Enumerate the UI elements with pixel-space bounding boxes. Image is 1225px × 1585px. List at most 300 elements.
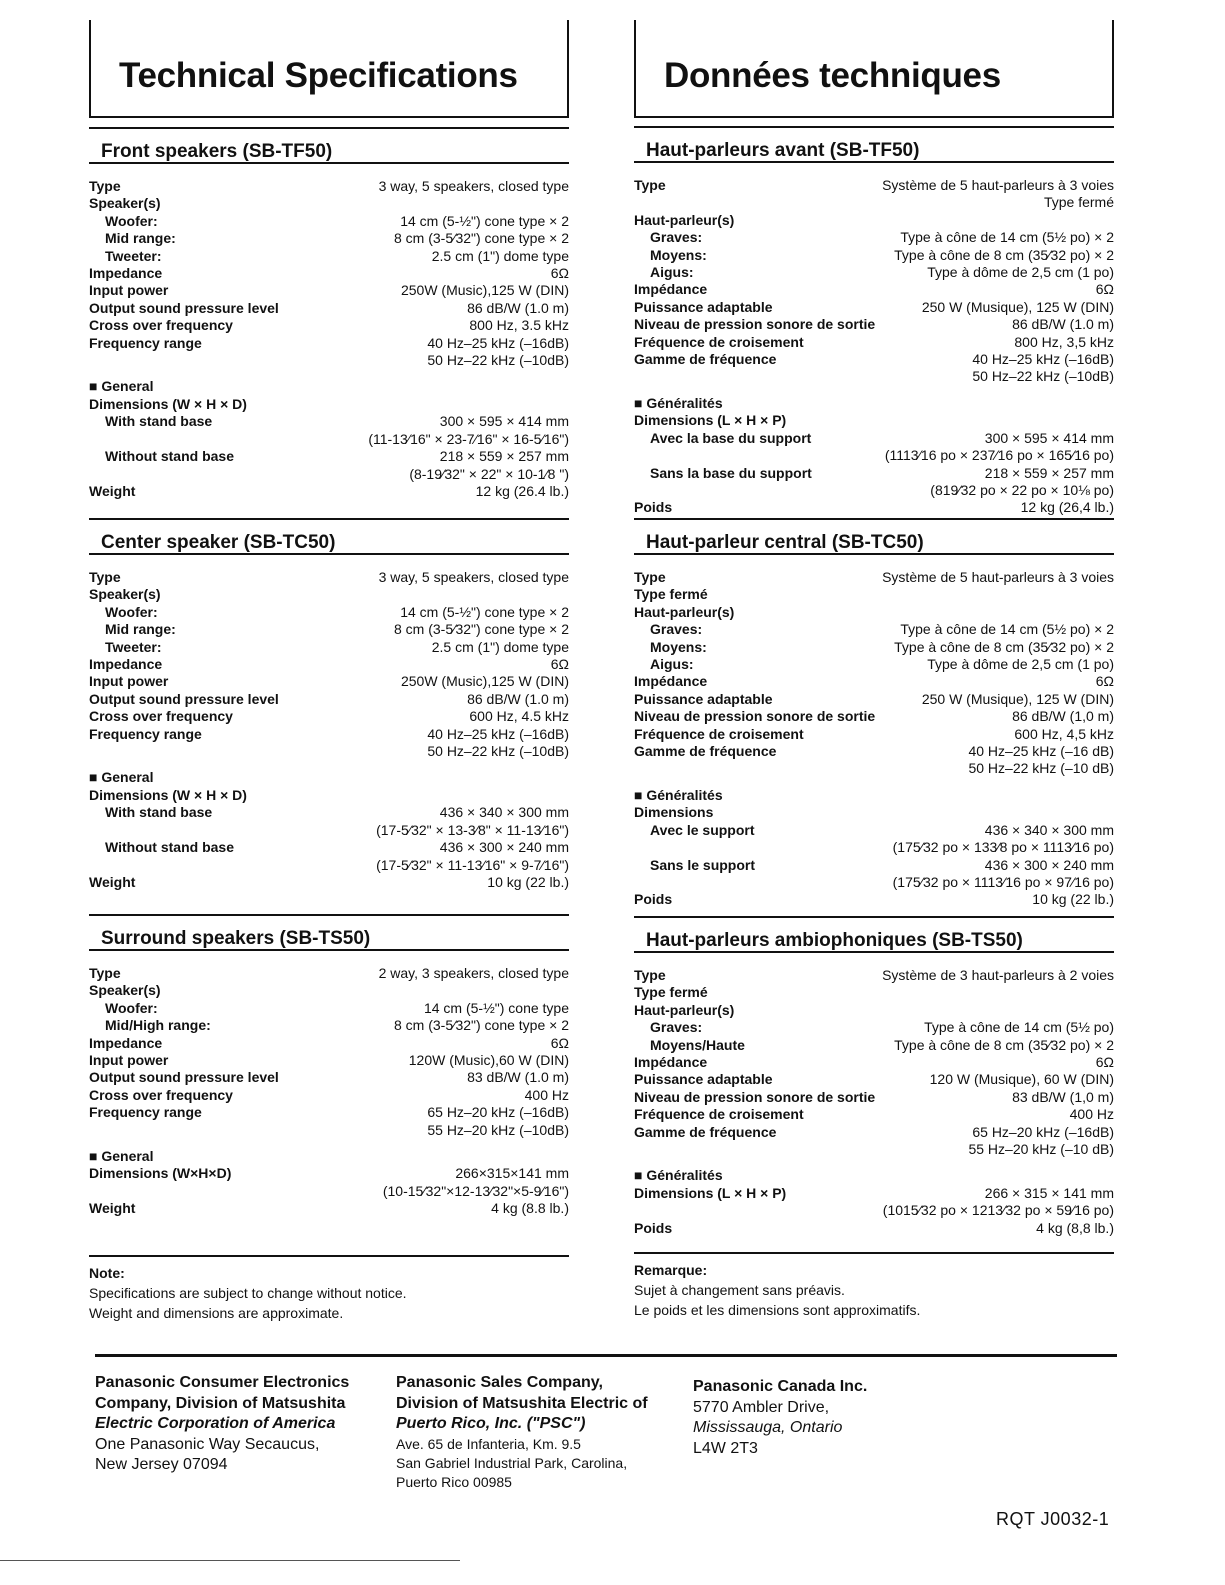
address-line: Puerto Rico 00985 [396,1473,512,1490]
spec-label: Speaker(s) [89,586,161,603]
spec-value: 10 kg (22 lb.) [487,873,569,890]
spec-row [89,965,569,982]
note-block [634,1252,1114,1320]
spec-value: 14 cm (5-½") cone type × 2 [400,603,569,620]
spec-row [89,213,569,230]
spec-value: 120 W (Musique), 60 W (DIN) [929,1071,1114,1088]
spec-row [634,569,1114,586]
spec-value: 2 way, 3 speakers, closed type [378,965,569,981]
spec-value: 3 way, 5 speakers, closed type [378,569,569,585]
spec-row [634,891,1114,908]
address-line: One Panasonic Way Secaucus, [95,1435,320,1453]
spec-value: 800 Hz, 3,5 kHz [1014,333,1114,350]
spec-row [89,708,569,725]
spec-section [89,914,569,1218]
spec-value: 14 cm (5-½") cone type × 2 [400,212,569,229]
spec-row [89,822,569,839]
spec-row [89,248,569,265]
spec-row [89,1017,569,1034]
spec-label: Type [634,967,666,983]
spec-row [634,247,1114,264]
spec-row [634,1106,1114,1123]
spec-label: Mid range: [105,621,176,638]
spec-label: Mid range: [105,230,176,247]
spec-label: Poids [634,891,673,908]
spec-label: Avec la base du support [650,429,812,446]
spec-value: (11-13⁄16" × 23-7⁄16" × 16-5⁄16") [368,430,569,447]
spec-section [634,126,1114,517]
spec-value: Type à dôme de 2,5 cm (1 po) [927,264,1114,281]
spec-label: ■ Généralités [634,394,723,411]
spec-row [634,787,1114,804]
spec-row [89,569,569,586]
spec-label: Sans le support [650,856,756,873]
spec-row [634,839,1114,856]
spec-value: 86 dB/W (1.0 m) [1012,316,1114,333]
spec-row [634,229,1114,246]
spec-row [89,1087,569,1104]
spec-row [634,1202,1114,1219]
spec-row [634,264,1114,281]
spec-label: Frequency range [89,334,202,351]
spec-row [89,604,569,621]
spec-label: Avec le support [650,821,755,838]
section-heading-text: Front speakers (SB-TF50) [101,141,333,162]
company-name: Panasonic Consumer Electronics [95,1374,350,1391]
note-line: Sujet à changement sans préavis. [634,1282,845,1298]
spec-value: Type à cône de 14 cm (5½ po) × 2 [900,621,1114,638]
spec-row [634,351,1114,368]
spec-value: 600 Hz, 4,5 kHz [1014,725,1114,742]
spec-value: 8 cm (3-5⁄32") cone type × 2 [393,621,569,638]
spec-label: Input power [89,282,169,299]
spec-section [89,518,569,891]
spec-row [89,1200,569,1217]
spec-row [89,621,569,638]
page-title: Technical Specifications [119,56,518,95]
spec-label: Gamme de fréquence [634,1123,777,1140]
spec-row [89,1148,569,1165]
spec-row [89,1069,569,1086]
spec-row [634,639,1114,656]
spec-label: Fréquence de croisement [634,725,804,742]
company-name: Electric Corporation of America [95,1415,336,1432]
spec-value: Système de 3 haut-parleurs à 2 voies [882,967,1114,983]
spec-value: 12 kg (26,4 lb.) [1020,499,1114,516]
spec-row [634,1037,1114,1054]
spec-row [89,466,569,483]
spec-value: 40 Hz–25 kHz (–16 dB) [968,743,1114,760]
spec-label: Moyens: [650,246,707,263]
spec-value: (175⁄32 po × 1113⁄16 po × 97⁄16 po) [892,873,1114,890]
spec-row [89,378,569,395]
spec-row [634,281,1114,298]
section-heading-text: Center speaker (SB-TC50) [101,532,336,553]
spec-row [634,691,1114,708]
section-heading [634,126,1114,163]
spec-row [89,656,569,673]
spec-value: 6Ω [550,656,569,673]
spec-label: Type [634,177,666,193]
spec-row [89,195,569,212]
spec-value: 10 kg (22 lb.) [1032,891,1114,908]
spec-value: 218 × 559 × 257 mm [439,448,569,465]
spec-label: Impédance [634,673,708,690]
spec-row [89,448,569,465]
spec-row [634,708,1114,725]
section-heading-text: Surround speakers (SB-TS50) [101,928,371,949]
spec-row [89,1000,569,1017]
spec-row [89,982,569,999]
spec-row [89,839,569,856]
title-box [89,20,569,118]
spec-value: 436 × 300 × 240 mm [984,856,1114,873]
spec-label: Aigus: [650,264,694,281]
spec-label: Aigus: [650,656,694,673]
spec-label: Haut-parleur(s) [634,1001,735,1018]
spec-label: Impédance [634,1054,708,1071]
spec-row [634,482,1114,499]
spec-label: Type [89,178,121,194]
spec-value: 2.5 cm (1") dome type [431,638,569,655]
spec-value: Système de 5 haut-parleurs à 3 voies [882,569,1114,585]
spec-value: Type à cône de 14 cm (5½ po) × 2 [900,229,1114,246]
spec-row [634,1002,1114,1019]
spec-label: Cross over frequency [89,1086,233,1103]
spec-row [634,412,1114,429]
section-heading [89,127,569,164]
spec-value: 8 cm (3-5⁄32") cone type × 2 [393,230,569,247]
spec-row [89,265,569,282]
spec-value: 40 Hz–25 kHz (–16dB) [427,334,569,351]
spec-row [89,804,569,821]
english-column [89,20,569,1321]
spec-label: Niveau de pression sonore de sortie [634,316,876,333]
spec-label: Niveau de pression sonore de sortie [634,708,876,725]
spec-section [634,916,1114,1237]
spec-section [89,127,569,500]
spec-label: ■ General [89,769,154,786]
spec-label: Puissance adaptable [634,690,773,707]
spec-value: 6Ω [1095,673,1114,690]
spec-row [634,586,1114,603]
spec-value: 86 dB/W (1.0 m) [467,690,569,707]
spec-value: 6Ω [550,265,569,282]
spec-label: Woofer: [105,999,158,1016]
spec-row [634,499,1114,516]
spec-value: 86 dB/W (1.0 m) [467,299,569,316]
spec-value: 266 × 315 × 141 mm [984,1184,1114,1201]
document-code: RQT J0032-1 [996,1509,1110,1529]
note-title: Note: [89,1265,125,1281]
spec-row [89,413,569,430]
spec-value: 436 × 340 × 300 mm [439,804,569,821]
spec-value: 8 cm (3-5⁄32") cone type × 2 [393,1017,569,1034]
spec-row [89,691,569,708]
spec-label: Input power [89,1052,169,1069]
spec-label: ■ Généralités [634,1167,723,1184]
spec-value: 436 × 340 × 300 mm [984,821,1114,838]
spec-row [89,673,569,690]
page-title: Données techniques [664,56,1001,95]
spec-value: Type à cône de 8 cm (35⁄32 po) × 2 [894,246,1114,263]
address-line: L4W 2T3 [693,1439,758,1457]
spec-row [634,1124,1114,1141]
spec-label: Dimensions (L × H × P) [634,412,787,429]
spec-section [634,518,1114,909]
section-heading [89,518,569,555]
note-line: Le poids et les dimensions sont approximatifs. [634,1302,921,1318]
spec-label: Woofer: [105,212,158,229]
spec-value: (819⁄32 po × 22 po × 10⅛ po) [930,481,1114,498]
spec-row [634,874,1114,891]
spec-label: Dimensions (W × H × D) [89,786,247,803]
address-line: Ave. 65 de Infanteria, Km. 9.5 [396,1435,581,1452]
spec-label: Dimensions (L × H × P) [634,1184,787,1201]
spec-label: Frequency range [89,1104,202,1121]
spec-value: 218 × 559 × 257 mm [984,464,1114,481]
spec-value: 600 Hz, 4.5 kHz [469,708,569,725]
spec-value: 4 kg (8,8 lb.) [1036,1219,1114,1236]
note-block [89,1255,569,1323]
spec-row [634,1071,1114,1088]
spec-row [89,1035,569,1052]
spec-value: 50 Hz–22 kHz (–10dB) [427,743,569,760]
spec-value: 250 W (Musique), 125 W (DIN) [921,298,1114,315]
spec-label: Woofer: [105,603,158,620]
spec-value: 400 Hz [1069,1106,1114,1123]
section-heading [634,518,1114,555]
spec-label: Output sound pressure level [89,1069,279,1086]
spec-label: With stand base [105,413,213,430]
spec-value: (1015⁄32 po × 1213⁄32 po × 59⁄16 po) [882,1202,1114,1219]
section-heading [89,914,569,951]
spec-label: Impédance [634,281,708,298]
spec-value: 14 cm (5-½") cone type [423,999,569,1016]
spec-label: Mid/High range: [105,1017,211,1034]
spec-label: Impedance [89,1034,163,1051]
spec-row [89,769,569,786]
spec-row [634,967,1114,984]
spec-label: Tweeter: [105,247,162,264]
address-line: San Gabriel Industrial Park, Carolina, [396,1454,628,1471]
spec-row [89,1165,569,1182]
spec-row [634,334,1114,351]
spec-label: Gamme de fréquence [634,351,777,368]
company-name: Panasonic Sales Company, [396,1374,603,1391]
spec-label: Gamme de fréquence [634,743,777,760]
spec-row [89,230,569,247]
spec-row [89,282,569,299]
spec-value: 6Ω [1095,281,1114,298]
spec-label: Type [89,569,121,585]
spec-row [89,874,569,891]
address-usa [95,1373,349,1476]
spec-row [89,396,569,413]
spec-label: Graves: [650,1019,703,1036]
company-name: Division of Matsushita Electric of [396,1394,648,1412]
spec-row [634,726,1114,743]
spec-value: 436 × 300 × 240 mm [439,839,569,856]
spec-rows [89,178,569,500]
spec-value: 6Ω [1095,1054,1114,1071]
spec-label: Output sound pressure level [89,299,279,316]
spec-label: Fréquence de croisement [634,1106,804,1123]
spec-label: Cross over frequency [89,317,233,334]
spec-rows [89,965,569,1218]
spec-row [634,395,1114,412]
spec-label: Tweeter: [105,638,162,655]
note-line: Specifications are subject to change without notice. [89,1285,407,1301]
spec-row [634,760,1114,777]
spec-value: Type fermé [1043,194,1114,211]
spec-value: 3 way, 5 speakers, closed type [378,178,569,194]
title-box [634,20,1114,118]
spec-value: Type à cône de 14 cm (5½ po) [924,1019,1114,1036]
french-column [634,20,1114,1318]
spec-row [89,483,569,500]
spec-row [89,639,569,656]
spec-value: Type à cône de 8 cm (35⁄32 po) × 2 [894,638,1114,655]
spec-value: 40 Hz–25 kHz (–16dB) [972,351,1114,368]
spec-label: Poids [634,499,673,516]
spec-label: Weight [89,873,136,890]
spec-label: Speaker(s) [89,195,161,212]
spec-row [634,857,1114,874]
spec-row [89,1104,569,1121]
spec-value: 83 dB/W (1.0 m) [467,1069,569,1086]
spec-label: Puissance adaptable [634,298,773,315]
spec-row [89,1052,569,1069]
address-line: New Jersey 07094 [95,1456,228,1473]
spec-label: Weight [89,482,136,499]
spec-value: (17-5⁄32" × 11-13⁄16" × 9-7⁄16") [376,856,569,873]
spec-value: 50 Hz–22 kHz (–10 dB) [968,760,1114,777]
spec-row [634,743,1114,760]
spec-label: Impedance [89,656,163,673]
spec-rows [634,967,1114,1237]
spec-row [89,317,569,334]
spec-label: Weight [89,1200,136,1217]
spec-row [634,194,1114,211]
spec-label: Type fermé [634,984,708,1001]
section-heading-text: Haut-parleur central (SB-TC50) [646,532,924,553]
spec-row [89,787,569,804]
spec-label: Dimensions (W×H×D) [89,1165,232,1182]
note-title: Remarque: [634,1262,708,1278]
spec-row [89,431,569,448]
spec-label: Output sound pressure level [89,690,279,707]
spec-label: Graves: [650,621,703,638]
spec-row [634,1167,1114,1184]
spec-value: 300 × 595 × 414 mm [439,413,569,430]
spec-value: 250W (Music),125 W (DIN) [400,673,569,690]
spec-row [634,177,1114,194]
company-name: Panasonic Canada Inc. [693,1378,868,1395]
spec-row [634,1089,1114,1106]
spec-label: Without stand base [105,839,234,856]
spec-row [634,804,1114,821]
spec-value: 400 Hz [524,1086,569,1103]
spec-value: 40 Hz–25 kHz (–16dB) [427,725,569,742]
spec-value: (175⁄32 po × 133⁄8 po × 1113⁄16 po) [892,839,1114,856]
spec-row [634,656,1114,673]
spec-label: Dimensions (W × H × D) [89,395,247,412]
spec-row [634,621,1114,638]
spec-label: ■ Généralités [634,786,723,803]
spec-value: 86 dB/W (1,0 m) [1012,708,1114,725]
spec-row [634,984,1114,1001]
spec-row [634,1185,1114,1202]
spec-label: Dimensions [634,804,714,821]
spec-label: Frequency range [89,725,202,742]
spec-value: 83 dB/W (1,0 m) [1012,1088,1114,1105]
spec-row [89,335,569,352]
spec-value: 266×315×141 mm [455,1165,569,1182]
spec-value: 50 Hz–22 kHz (–10dB) [427,352,569,369]
spec-label: Poids [634,1219,673,1236]
company-name: Puerto Rico, Inc. ("PSC") [396,1415,586,1432]
spec-label: Sans la base du support [650,464,812,481]
spec-label: Input power [89,673,169,690]
spec-value: 55 Hz–20 kHz (–10 dB) [968,1141,1114,1158]
spec-row [89,1183,569,1200]
spec-value: Système de 5 haut-parleurs à 3 voies [882,177,1114,193]
spec-value: 12 kg (26.4 lb.) [475,482,569,499]
spec-row [89,300,569,317]
spec-row [634,212,1114,229]
spec-value: 250W (Music),125 W (DIN) [400,282,569,299]
spec-value: (1113⁄16 po × 237⁄16 po × 165⁄16 po) [884,447,1114,464]
spec-value: 2.5 cm (1") dome type [431,247,569,264]
spec-value: 800 Hz, 3.5 kHz [469,317,569,334]
spec-label: Cross over frequency [89,708,233,725]
spec-row [634,465,1114,482]
spec-row [634,447,1114,464]
bottom-rule [0,1560,460,1561]
spec-row [89,1122,569,1139]
spec-value: Type à dôme de 2,5 cm (1 po) [927,656,1114,673]
spec-row [89,857,569,874]
spec-label: Without stand base [105,448,234,465]
spec-label: Type [634,569,666,585]
section-heading-text: Haut-parleurs avant (SB-TF50) [646,140,920,161]
spec-label: Moyens: [650,638,707,655]
spec-value: 6Ω [550,1034,569,1051]
spec-label: Type fermé [634,586,708,603]
spec-row [89,743,569,760]
spec-row [634,316,1114,333]
company-name: Company, Division of Matsushita [95,1394,346,1412]
spec-label: Impedance [89,265,163,282]
spec-row [89,586,569,603]
address-canada [693,1377,867,1459]
spec-row [634,1220,1114,1237]
spec-row [634,1054,1114,1071]
spec-row [634,1019,1114,1036]
spec-label: Moyens/Haute [650,1036,745,1053]
spec-row [634,1141,1114,1158]
spec-row [634,368,1114,385]
spec-label: Type [89,965,121,981]
spec-label: ■ General [89,1148,154,1165]
spec-row [634,299,1114,316]
address-line: Mississauga, Ontario [693,1419,843,1436]
spec-row [634,430,1114,447]
spec-row [89,178,569,195]
spec-row [89,726,569,743]
spec-value: 120W (Music),60 W (DIN) [408,1052,569,1069]
